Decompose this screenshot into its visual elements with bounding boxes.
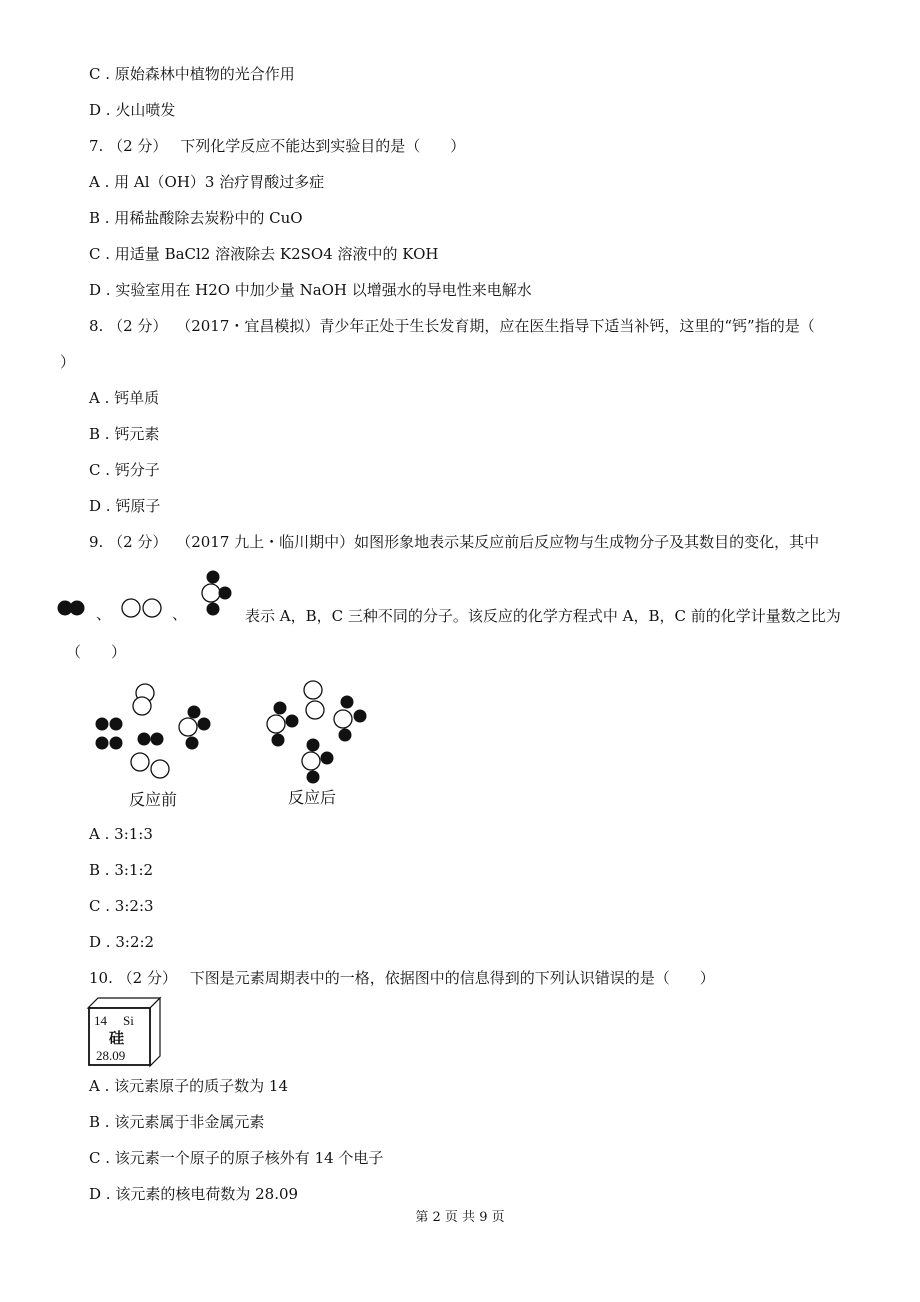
option-b[interactable]: B . 用稀盐酸除去炭粉中的 CuO [89, 209, 303, 227]
option-d[interactable]: D . 该元素的核电荷数为 28.09 [89, 1185, 299, 1203]
element-symbol: Si [123, 1013, 134, 1028]
question-score: （2 分） [108, 317, 168, 335]
question-number: 7. [89, 137, 104, 155]
element-tile [88, 998, 162, 1068]
figure-label-after: 反应后 [288, 788, 337, 807]
figure-label-before: 反应前 [129, 790, 178, 809]
question-text: （2017・宜昌模拟）青少年正处于生长发育期，应在医生指导下适当补钙，这里的“钙”指的是（ [176, 317, 815, 335]
question-text: 下图是元素周期表中的一格，依据图中的信息得到的下列认识错误的是（ ） [189, 969, 715, 987]
question-9-stem-end: （ ） [66, 643, 127, 661]
option-letter: C [89, 65, 101, 83]
option-d[interactable]: D . 钙原子 [89, 497, 161, 515]
option-a[interactable]: A . 该元素原子的质子数为 14 [89, 1077, 289, 1095]
current-page: 2 [432, 1210, 441, 1225]
before-molecules [96, 684, 211, 778]
question-score: （2 分） [108, 137, 168, 155]
option-d[interactable]: D . 3:2:2 [89, 933, 155, 951]
question-9-stem-mid: 表示 A，B，C 三种不同的分子。该反应的化学方程式中 A，B，C 前的化学计量数之比为 [245, 607, 841, 625]
question-10-stem [89, 968, 715, 988]
question-number: 8. [89, 317, 104, 335]
option-b[interactable]: B . 钙元素 [89, 425, 160, 443]
question-score: （2 分） [108, 533, 168, 551]
option-c[interactable]: C . 用适量 BaCl2 溶液除去 K2SO4 溶液中的 KOH [89, 245, 439, 263]
option-c[interactable]: C . 3:2:3 [89, 897, 154, 915]
question-8-stem-cont: ） [60, 353, 76, 371]
question-9-stem [89, 532, 819, 552]
option-a[interactable]: A . 3:1:3 [89, 825, 153, 843]
separator-comma: 、 [96, 605, 112, 623]
question-number: 9. [89, 533, 104, 551]
option-b[interactable]: B . 该元素属于非金属元素 [89, 1113, 265, 1131]
element-name: 硅 [109, 1029, 125, 1047]
element-atomic-number: 14 [94, 1013, 107, 1028]
option-c[interactable]: C . 该元素一个原子的原子核外有 14 个电子 [89, 1149, 384, 1167]
question-8-stem [89, 316, 815, 336]
total-pages: 9 [479, 1210, 488, 1225]
molecule-a-icon [56, 596, 86, 620]
option-c[interactable]: C . 原始森林中植物的光合作用 [89, 65, 295, 83]
option-d[interactable]: D . 实验室用在 H2O 中加少量 NaOH 以增强水的导电性来电解水 [89, 281, 532, 299]
separator-comma: 、 [172, 605, 188, 623]
question-text: 下列化学反应不能达到实验目的是（ ） [180, 137, 466, 155]
option-text: 火山喷发 [115, 101, 176, 119]
option-d[interactable]: D . 火山喷发 [89, 101, 176, 119]
question-text: （2017 九上・临川期中）如图形象地表示某反应前后反应物与生成物分子及其数目的变化，其中 [176, 533, 820, 551]
molecule-b-icon [120, 595, 164, 621]
question-number: 10. [89, 969, 113, 987]
option-a[interactable]: A . 用 Al（OH）3 治疗胃酸过多症 [89, 173, 325, 191]
option-text: 原始森林中植物的光合作用 [114, 65, 295, 83]
molecule-c-icon [198, 569, 238, 621]
option-letter: D [89, 101, 102, 119]
question-7-stem [89, 136, 465, 156]
element-mass: 28.09 [96, 1048, 126, 1063]
after-molecules [267, 681, 367, 784]
page-footer: 第 2 页 共 9 页 [415, 1210, 505, 1225]
option-b[interactable]: B . 3:1:2 [89, 861, 154, 879]
option-c[interactable]: C . 钙分子 [89, 461, 160, 479]
option-a[interactable]: A . 钙单质 [89, 389, 160, 407]
question-score: （2 分） [117, 969, 177, 987]
